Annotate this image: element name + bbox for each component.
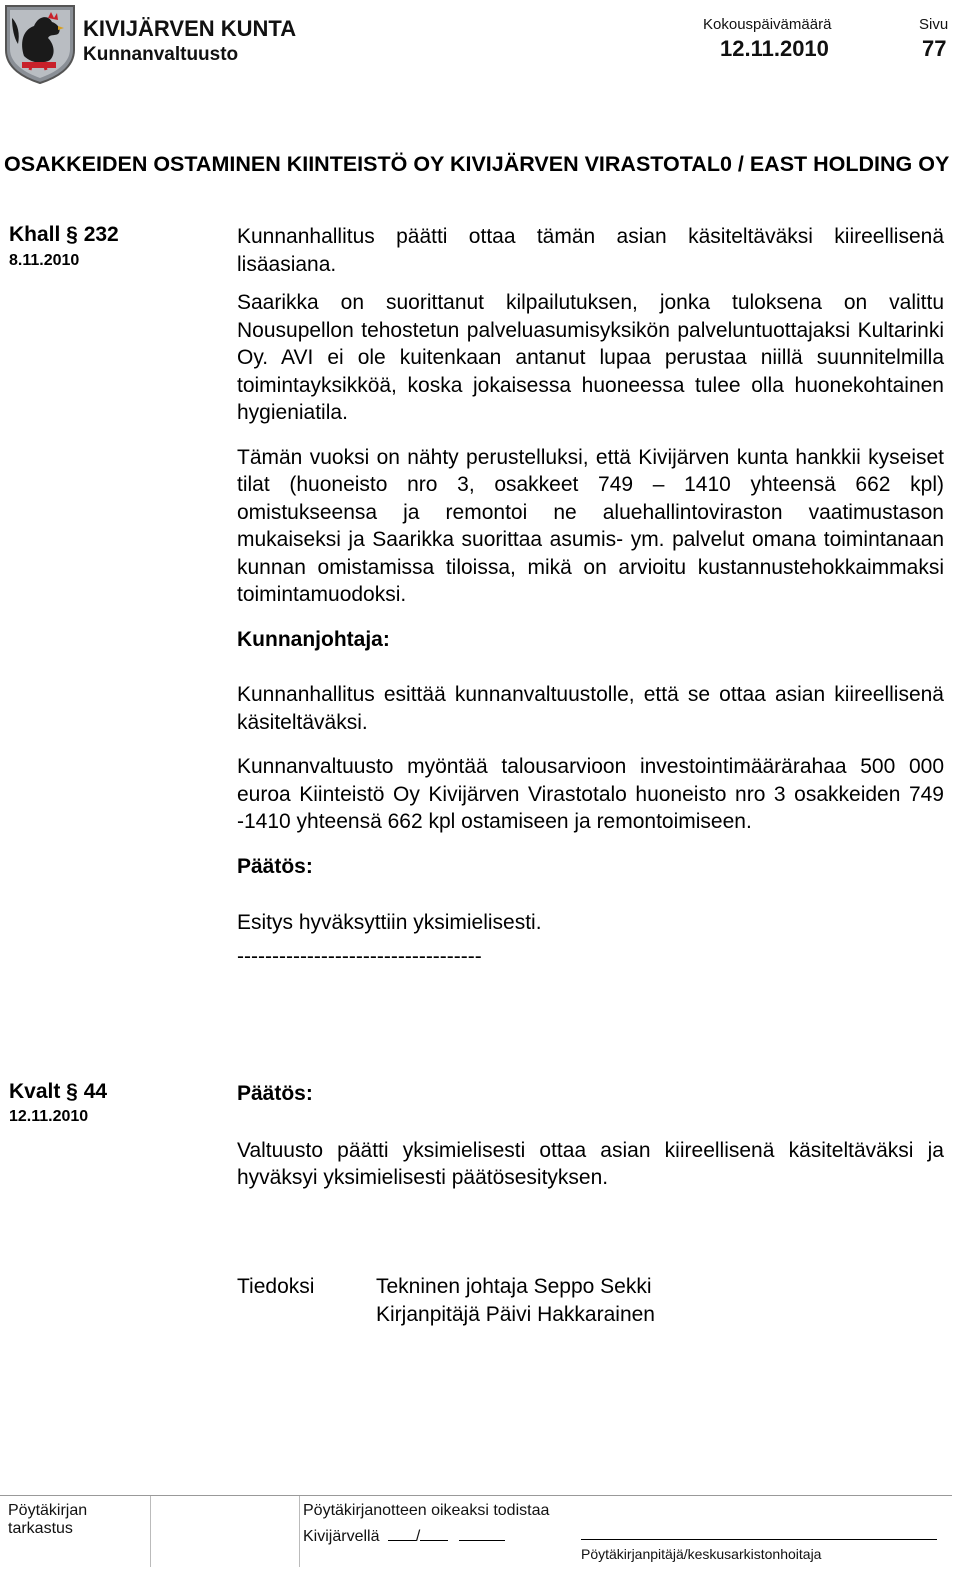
khall-decision-text: Esitys hyväksyttiin yksimielisesti.: [237, 911, 542, 934]
khall-date: 8.11.2010: [9, 252, 80, 269]
footer-signature-line: [581, 1539, 937, 1540]
footer-place-line: [303, 1524, 505, 1546]
khall-paragraph-4: Kunnanhallitus esittää kunnanvaltuustolle, että se ottaa asian kiireellisenä käsiteltäväksi.: [237, 683, 944, 734]
organ-name: Kunnanvaltuusto: [83, 44, 239, 65]
kvalt-date: 12.11.2010: [9, 1108, 89, 1125]
footer-cell-initials: [150, 1496, 300, 1567]
footer-slash: /: [415, 1528, 421, 1545]
tiedoksi-recipients: [376, 1273, 655, 1328]
org-name: KIVIJÄRVEN KUNTA: [83, 16, 297, 41]
footer-certify-label: Pöytäkirjanotteen oikeaksi todistaa: [303, 1502, 550, 1519]
footer-cell-certify: [299, 1496, 952, 1567]
footer-cell-check: [0, 1496, 150, 1567]
kvalt-body: [237, 1080, 944, 1192]
section-title: OSAKKEIDEN OSTAMINEN KIINTEISTÖ OY KIVIJÄRVEN VIRASTOTAL0 / EAST HOLDING OY: [4, 152, 950, 176]
kunnanjohtaja-heading: Kunnanjohtaja:: [237, 627, 390, 651]
tiedoksi-recipient-1: Tekninen johtaja Seppo Sekki: [376, 1275, 652, 1298]
khall-paragraph-1: Kunnanhallitus päätti ottaa tämän asian käsiteltäväksi kiireellisenä lisäasiana.: [237, 225, 944, 276]
footer-place: Kivijärvellä: [303, 1528, 380, 1545]
meeting-date: 12.11.2010: [720, 36, 829, 61]
khall-paragraph-3: Tämän vuoksi on nähty perustelluksi, että Kivijärven kunta hankkii kyseiset tilat (huoneisto nro 3, osakkeet 749 – 1410 yhteensä 662 kpl) omistukseensa ja remontoi ne aluehallintoviraston vaatimustason mukaiseksi ja Saarikka suorittaa asumis- ym. palvelut omana toimintanaan kunnan omistamissa tiloissa, mikä on arvioitu kustannustehokkaimmaksi toimintamuodoksi.: [237, 445, 944, 606]
kvalt-reference: Kvalt § 44: [9, 1080, 108, 1103]
page-number: 77: [922, 36, 947, 61]
separator-line: -----------------------------------: [237, 944, 482, 968]
khall-paragraph-2: Saarikka on suorittanut kilpailutuksen, jonka tuloksena on valittu Nousupellon tehostetun palveluasumisyksikön palveluntuottajaksi Kultarinki Oy. AVI ei ole kuitenkaan antanut lupaa perustaa niillä suunnitelmilla toimintayksikköä, koska jokaisessa huoneessa tulee olla huonekohtainen hygieniatila.: [237, 291, 944, 424]
municipal-crest: [4, 4, 76, 84]
footer-check-label: Pöytäkirjan tarkastus: [8, 1502, 88, 1537]
footer-day-blank: [388, 1524, 416, 1541]
khall-paragraph-5: Kunnanvaltuusto myöntää talousarvioon investointimäärärahaa 500 000 euroa Kiinteistö Oy Kivijärven Virastotalo huoneisto nro 3 osakkeiden 749 -1410 yhteensä 662 kpl ostamiseen ja remontoimiseen.: [237, 755, 944, 833]
kvalt-decision-text: Valtuusto päätti yksimielisesti ottaa asian kiireellisenä käsiteltäväksi ja hyväksyi yksimielisesti päätösesityksen.: [237, 1138, 944, 1189]
kvalt-decision-heading: Päätös:: [237, 1082, 313, 1105]
meeting-date-label: Kokouspäivämäärä: [703, 16, 832, 33]
footer-year-blank: [459, 1524, 505, 1541]
footer-signer-role: Pöytäkirjanpitäjä/keskusarkistonhoitaja: [581, 1546, 822, 1562]
page-label: Sivu: [919, 16, 949, 33]
tiedoksi-recipient-2: Kirjanpitäjä Päivi Hakkarainen: [376, 1302, 655, 1326]
footer-signature-table: [0, 1495, 952, 1567]
footer-month-blank: [420, 1524, 448, 1541]
khall-reference: Khall § 232: [9, 223, 119, 246]
tiedoksi-label: Tiedoksi: [237, 1275, 315, 1298]
khall-body: [237, 223, 944, 970]
khall-decision-heading: Päätös:: [237, 854, 313, 878]
